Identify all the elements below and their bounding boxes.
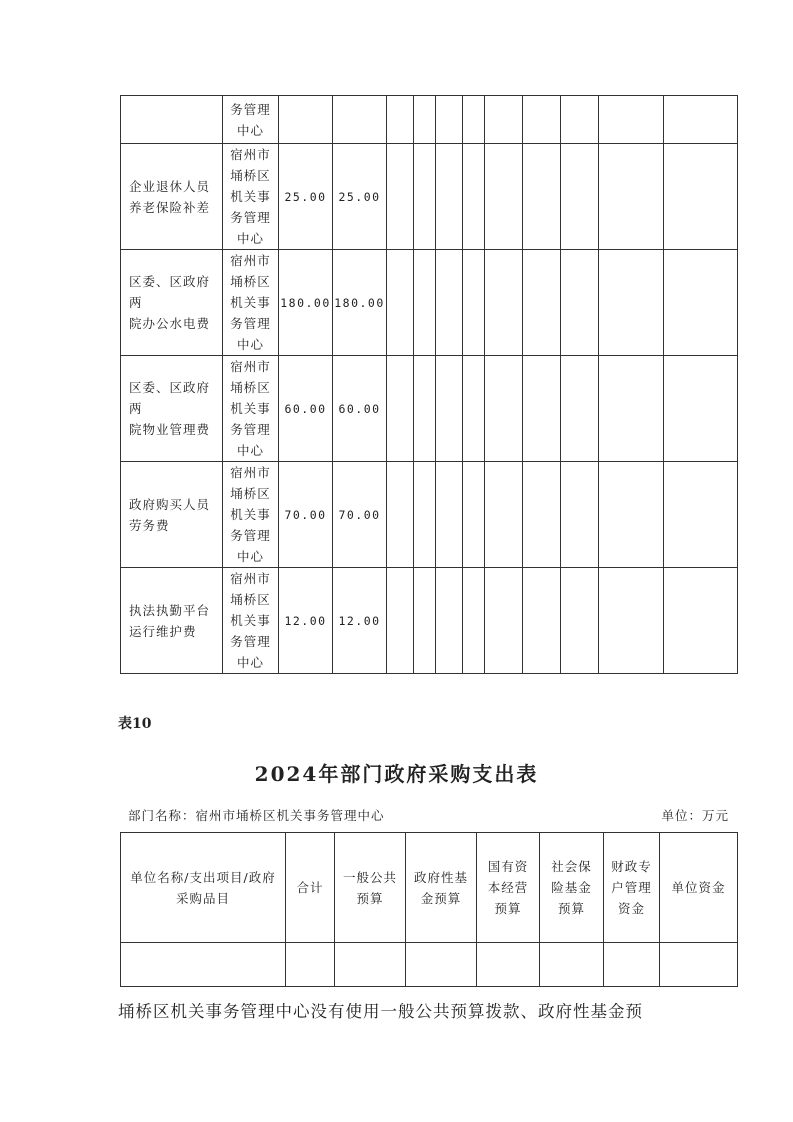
empty-cell	[523, 250, 561, 356]
column-header: 政府性基 金预算	[406, 833, 477, 943]
empty-cell	[599, 96, 664, 144]
empty-cell	[414, 462, 436, 568]
column-header: 单位资金	[660, 833, 738, 943]
empty-cell	[477, 943, 540, 987]
general-budget-cell: 12.00	[333, 568, 387, 674]
empty-cell	[485, 356, 523, 462]
item-cell: 执法执勤平台 运行维护费	[121, 568, 223, 674]
empty-cell	[485, 462, 523, 568]
table-row-continued	[121, 96, 738, 144]
total-cell: 12.00	[279, 568, 333, 674]
empty-cell	[387, 462, 414, 568]
dept-cell: 宿州市 埇桥区 机关事 务管理 中心	[223, 144, 279, 250]
empty-cell	[561, 96, 599, 144]
empty-cell	[121, 943, 286, 987]
empty-cell	[485, 96, 523, 144]
body-paragraph: 埇桥区机关事务管理中心没有使用一般公共预算拨款、政府性基金预	[118, 1002, 643, 1021]
column-header: 一般公共 预算	[335, 833, 406, 943]
general-budget-cell: 60.00	[333, 356, 387, 462]
empty-cell	[523, 144, 561, 250]
empty-cell	[335, 943, 406, 987]
empty-cell	[523, 356, 561, 462]
column-header: 国有资 本经营 预算	[477, 833, 540, 943]
dept-cell: 务管理 中心	[223, 96, 279, 144]
empty-cell	[561, 356, 599, 462]
dept-cell: 宿州市 埇桥区 机关事 务管理 中心	[223, 568, 279, 674]
empty-cell	[387, 144, 414, 250]
empty-cell	[463, 96, 485, 144]
empty-cell	[436, 96, 463, 144]
empty-cell	[604, 943, 660, 987]
empty-cell	[436, 356, 463, 462]
empty-cell	[463, 250, 485, 356]
total-cell: 25.00	[279, 144, 333, 250]
empty-cell	[599, 356, 664, 462]
empty-cell	[660, 943, 738, 987]
table-row	[121, 462, 738, 568]
department-name: 部门名称：宿州市埇桥区机关事务管理中心	[128, 808, 385, 823]
table-row	[121, 356, 738, 462]
item-cell: 政府购买人员 劳务费	[121, 462, 223, 568]
empty-cell	[463, 462, 485, 568]
empty-cell	[523, 462, 561, 568]
empty-cell	[485, 250, 523, 356]
unit-label: 单位：万元	[661, 808, 729, 823]
empty-cell	[599, 144, 664, 250]
table-label: 表10	[118, 716, 152, 732]
empty-cell	[485, 568, 523, 674]
empty-cell	[523, 568, 561, 674]
empty-cell	[387, 96, 414, 144]
empty-cell	[406, 943, 477, 987]
empty-cell	[561, 568, 599, 674]
column-header: 单位名称/支出项目/政府 采购品目	[121, 833, 286, 943]
empty-cell	[463, 144, 485, 250]
item-cell: 区委、区政府两 院物业管理费	[121, 356, 223, 462]
empty-cell	[387, 250, 414, 356]
item-cell: 企业退休人员 养老保险补差	[121, 144, 223, 250]
general-budget-cell: 180.00	[333, 250, 387, 356]
empty-cell	[436, 462, 463, 568]
general-budget-cell: 70.00	[333, 462, 387, 568]
empty-cell	[561, 250, 599, 356]
empty-cell	[485, 144, 523, 250]
general-budget-cell: 25.00	[333, 144, 387, 250]
empty-cell	[664, 356, 738, 462]
empty-cell	[561, 462, 599, 568]
dept-cell: 宿州市 埇桥区 机关事 务管理 中心	[223, 462, 279, 568]
empty-cell	[599, 462, 664, 568]
empty-cell	[540, 943, 604, 987]
table-row	[121, 250, 738, 356]
empty-cell	[463, 568, 485, 674]
empty-cell	[436, 568, 463, 674]
empty-cell	[523, 96, 561, 144]
empty-cell	[414, 568, 436, 674]
dept-cell: 宿州市 埇桥区 机关事 务管理 中心	[223, 356, 279, 462]
empty-cell	[664, 96, 738, 144]
procurement-header-row	[121, 833, 738, 943]
column-header: 财政专 户管理 资金	[604, 833, 660, 943]
empty-cell	[664, 250, 738, 356]
column-header: 社会保 险基金 预算	[540, 833, 604, 943]
table-row	[121, 568, 738, 674]
empty-cell	[387, 356, 414, 462]
empty-cell	[664, 144, 738, 250]
empty-cell	[561, 144, 599, 250]
empty-cell	[333, 96, 387, 144]
empty-cell	[414, 144, 436, 250]
empty-cell	[387, 568, 414, 674]
empty-cell	[664, 462, 738, 568]
empty-cell	[599, 250, 664, 356]
empty-cell	[414, 356, 436, 462]
item-cell	[121, 96, 223, 144]
empty-cell	[414, 96, 436, 144]
expense-detail-table	[120, 95, 738, 674]
procurement-empty-row	[121, 943, 738, 987]
empty-cell	[463, 356, 485, 462]
empty-cell	[436, 144, 463, 250]
empty-cell	[414, 250, 436, 356]
empty-cell	[599, 568, 664, 674]
empty-cell	[436, 250, 463, 356]
procurement-table	[120, 832, 738, 987]
empty-cell	[664, 568, 738, 674]
total-cell: 180.00	[279, 250, 333, 356]
table-row	[121, 144, 738, 250]
table-title: 2024年部门政府采购支出表	[254, 762, 539, 786]
dept-cell: 宿州市 埇桥区 机关事 务管理 中心	[223, 250, 279, 356]
column-header: 合计	[286, 833, 335, 943]
total-cell: 70.00	[279, 462, 333, 568]
empty-cell	[279, 96, 333, 144]
empty-cell	[286, 943, 335, 987]
total-cell: 60.00	[279, 356, 333, 462]
item-cell: 区委、区政府两 院办公水电费	[121, 250, 223, 356]
